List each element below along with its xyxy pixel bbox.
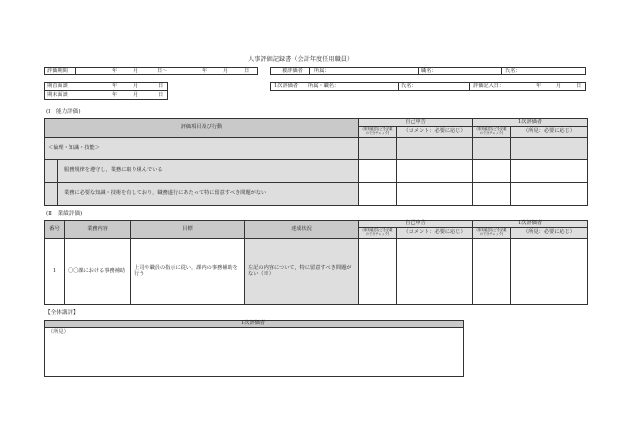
perf-col-goal: 目標 [131, 221, 245, 239]
overall-note: （所見） [48, 329, 69, 335]
ability-item-1: 服務規律を遵守し，業務に取り組んでいる [58, 160, 358, 182]
perf-first-header: 1次評価者 [473, 221, 588, 228]
ability-table [44, 118, 588, 206]
ability-cat-self-check [359, 138, 397, 160]
performance-table [44, 220, 588, 305]
evaluator-month: 月 [556, 83, 562, 89]
ability-category [45, 138, 359, 160]
final-label: 期末面談 [47, 92, 68, 98]
interim-month: 月 [133, 83, 139, 89]
interim-year: 年 [112, 83, 118, 89]
period-month2: 月 [223, 68, 229, 74]
perf-col-status: 達成状況 [245, 221, 359, 239]
evaluator-name: 氏名： [401, 83, 417, 89]
ability-first-header: 1次評価者 [473, 119, 588, 127]
perf-row-first-check[interactable] [473, 239, 511, 305]
ability-category-label: ＜倫理・知識・技能＞ [48, 144, 100, 151]
perf-row-goal [131, 239, 245, 305]
perf-row-goal-text: 上司や職員の指示に従い，課内の事務補助を行う [134, 264, 238, 277]
interim-day: 日 [158, 83, 164, 89]
perf-col-no: 番号 [45, 221, 65, 239]
perf-self-comment: （コメント：必要に応じ） [397, 228, 473, 239]
evaluator-date-label: 評価記入日： [473, 83, 505, 89]
section2-heading: (Ⅱ 業績評価) [46, 211, 83, 217]
perf-row-no: 1 [45, 239, 65, 305]
overall-comment-box[interactable] [44, 327, 464, 377]
evaluatee-label: 被評価者 [282, 68, 303, 74]
ability-self-header: 自己申告 [359, 119, 473, 127]
ability-item-2-first-comment[interactable] [511, 183, 588, 206]
final-day: 日 [158, 92, 164, 98]
overall-heading: 【全体講評】 [45, 310, 79, 316]
overall-header-label: 1次評価者 [241, 320, 266, 326]
final-year: 年 [112, 92, 118, 98]
ability-item-row [45, 160, 359, 183]
perf-first-comment: （所見：必要に応じ） [511, 228, 588, 239]
perf-row-status-text: 左記の内容について，特に留意すべき問題がない（※） [248, 264, 352, 277]
ability-item-1-self-comment[interactable] [397, 160, 473, 183]
period-year1: 年 [112, 68, 118, 74]
perf-row [45, 239, 588, 305]
perf-col-task: 業務内容 [65, 221, 131, 239]
ability-cat-first-check [473, 138, 511, 160]
perf-row-self-comment[interactable] [397, 239, 473, 305]
final-month: 月 [133, 92, 139, 98]
ability-first-check: (事実確認などを記載 ので分チェック) [473, 127, 511, 138]
period-month1: 月 [133, 68, 139, 74]
perf-row-self-check[interactable] [359, 239, 397, 305]
ability-cat-first-comment [511, 138, 588, 160]
evaluator-day: 日 [576, 83, 582, 89]
evaluator-dept: 所属・職名： [308, 83, 340, 89]
ability-item-row [45, 183, 359, 206]
evaluatee-post: 職名： [421, 68, 437, 74]
ability-item-2-first-check[interactable] [473, 183, 511, 206]
ability-first-comment: （所見：必要に応じ） [511, 127, 588, 138]
perf-row-task-text: 〇〇課における事務補助 [68, 267, 126, 274]
evaluator-label: 1次評価者 [274, 83, 299, 89]
ability-cat-self-comment [397, 138, 473, 160]
perf-self-header: 自己申告 [359, 221, 473, 228]
ability-item-1-first-check[interactable] [473, 160, 511, 183]
section1-heading: (Ⅰ 能力評価) [46, 109, 81, 115]
perf-row-task [65, 239, 131, 305]
ability-item-1-self-check[interactable] [359, 160, 397, 183]
perf-row-first-comment[interactable] [511, 239, 588, 305]
period-day2: 日 [244, 68, 250, 74]
evaluatee-name: 氏名： [505, 68, 521, 74]
ability-self-check: (事実確認などを記載 ので分チェック) [359, 127, 397, 138]
evaluator-year: 年 [536, 83, 542, 89]
ability-col-items: 評価項目及び行動 [45, 119, 359, 138]
evaluatee-dept: 所属： [314, 68, 330, 74]
interim-label: 期首面談 [47, 83, 68, 89]
ability-item-2: 業務に必要な知識・技術を有しており，職務遂行にあたって特に留意すべき問題がない [58, 183, 358, 205]
period-day1: 日～ [157, 68, 168, 74]
period-label: 評価期間 [47, 68, 68, 74]
period-year2: 年 [202, 68, 208, 74]
perf-self-check: (事実確認などを記載 ので分チェック) [359, 228, 397, 239]
ability-item-2-self-check[interactable] [359, 183, 397, 206]
page-title: 人事評価記録書（会計年度任用職員） [248, 56, 354, 63]
perf-row-status [245, 239, 359, 305]
ability-item-1-first-comment[interactable] [511, 160, 588, 183]
ability-self-comment: （コメント：必要に応じ） [397, 127, 473, 138]
ability-item-2-self-comment[interactable] [397, 183, 473, 206]
ability-item-indent [45, 160, 58, 182]
ability-item-indent [45, 183, 58, 205]
perf-first-check: (事実確認などを記載 ので分チェック) [473, 228, 511, 239]
